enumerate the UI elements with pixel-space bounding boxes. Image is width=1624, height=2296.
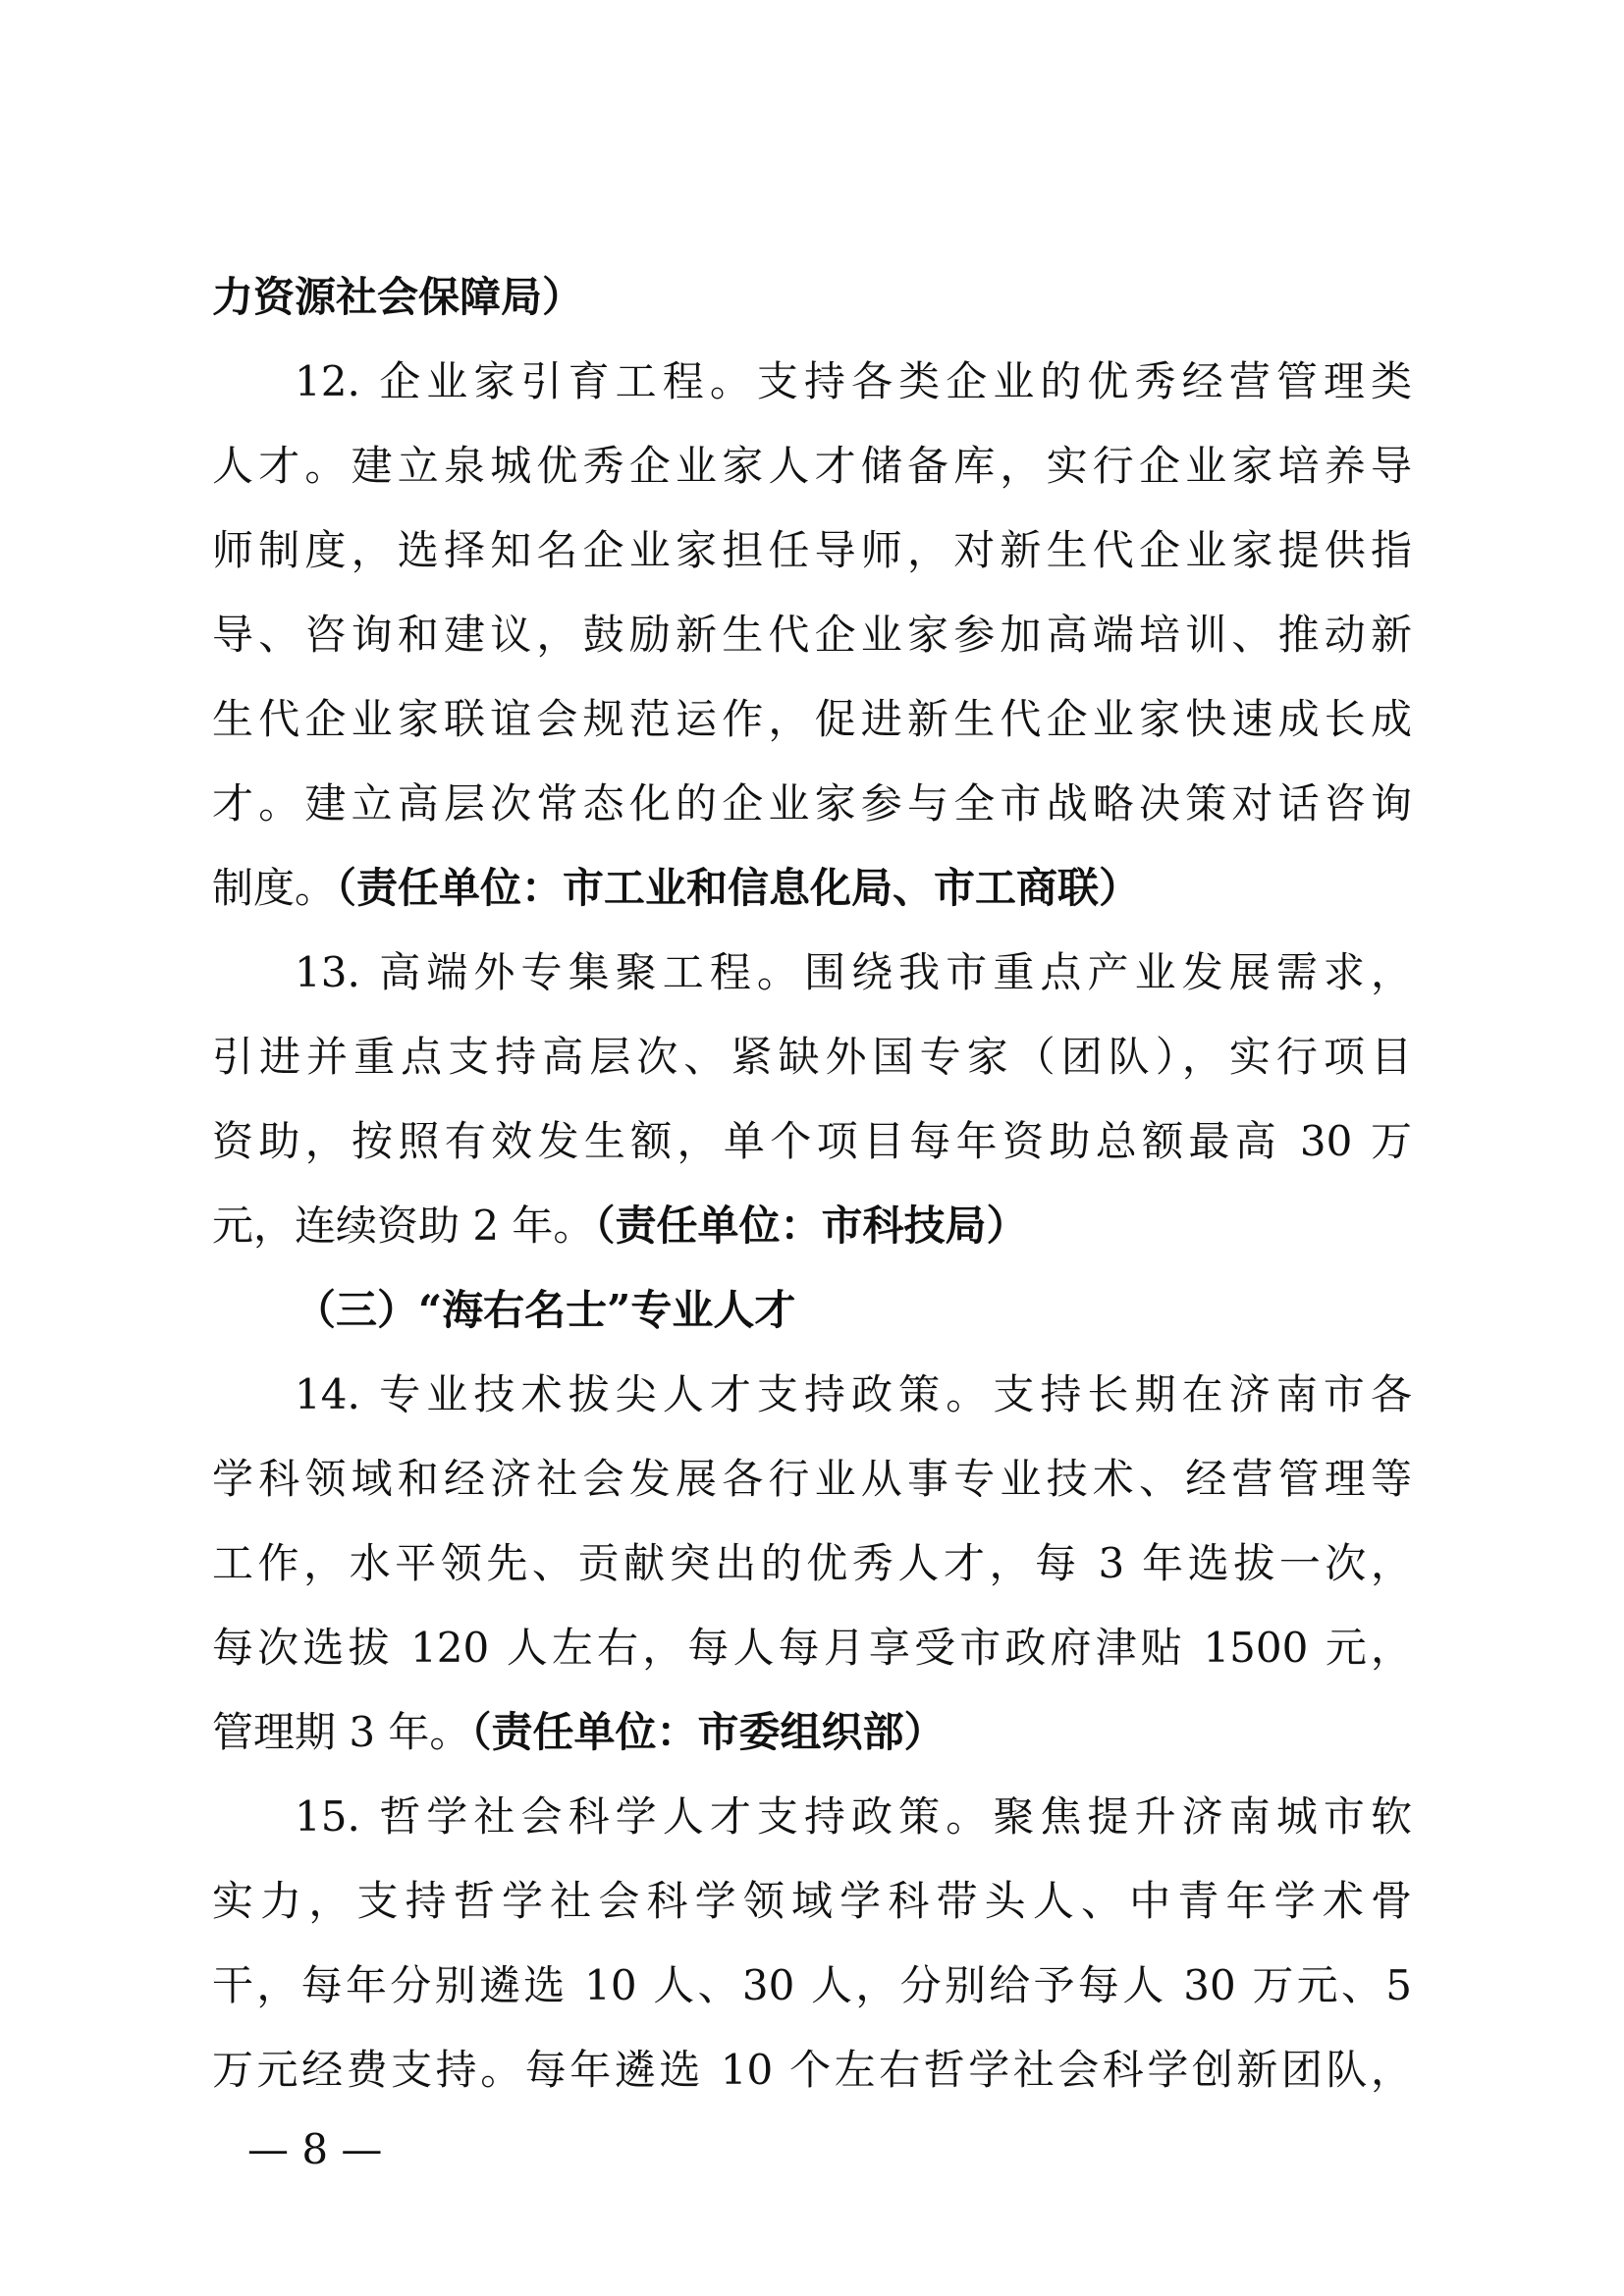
responsible-unit: （责任单位：市委组织部） — [470, 1708, 946, 1756]
paragraph-line-14: 14. 专业技术拔尖人才支持政策。支持长期在济南市各 — [295, 1370, 1412, 1418]
paragraph-line-2: 12. 企业家引育工程。支持各类企业的优秀经营管理类 — [295, 357, 1412, 405]
paragraph-line-6: 生代企业家联谊会规范运作，促进新生代企业家快速成长成 — [212, 695, 1412, 743]
responsible-unit: （责任单位：市工业和信息化局、市工商联） — [336, 864, 1141, 912]
paragraph-line-15: 学科领域和经济社会发展各行业从事专业技术、经营管理等 — [212, 1455, 1412, 1503]
paragraph-line-5: 导、咨询和建议，鼓励新生代企业家参加高端培训、推动新 — [212, 611, 1412, 659]
section-heading: （三）“海右名士”专业人才 — [295, 1286, 796, 1334]
paragraph-line-8: 制度。（责任单位：市工业和信息化局、市工商联） — [212, 864, 1141, 912]
paragraph-line-1: 力资源社会保障局） — [212, 273, 584, 321]
page-number: — 8 — — [247, 2125, 383, 2173]
paragraph-line-19: 15. 哲学社会科学人才支持政策。聚焦提升济南城市软 — [295, 1792, 1412, 1841]
paragraph-line-11: 资助，按照有效发生额，单个项目每年资助总额最高 30 万 — [212, 1117, 1412, 1165]
paragraph-line-7: 才。建立高层次常态化的企业家参与全市战略决策对话咨询 — [212, 779, 1412, 828]
responsible-unit: （责任单位：市科技局） — [594, 1201, 1028, 1250]
paragraph-line-9: 13. 高端外专集聚工程。围绕我市重点产业发展需求， — [295, 948, 1412, 996]
paragraph-line-18: 管理期 3 年。（责任单位：市委组织部） — [212, 1708, 946, 1756]
paragraph-line-10: 引进并重点支持高层次、紧缺外国专家（团队），实行项目 — [212, 1033, 1412, 1081]
paragraph-line-3: 人才。建立泉城优秀企业家人才储备库，实行企业家培养导 — [212, 442, 1412, 490]
paragraph-line-20: 实力，支持哲学社会科学领域学科带头人、中青年学术骨 — [212, 1877, 1412, 1925]
paragraph-line-4: 师制度，选择知名企业家担任导师，对新生代企业家提供指 — [212, 526, 1412, 574]
paragraph-line-21: 干，每年分别遴选 10 人、30 人，分别给予每人 30 万元、5 — [212, 1961, 1412, 2009]
paragraph-line-22: 万元经费支持。每年遴选 10 个左右哲学社会科学创新团队， — [212, 2046, 1412, 2094]
paragraph-line-17: 每次选拔 120 人左右，每人每月享受市政府津贴 1500 元， — [212, 1624, 1412, 1672]
paragraph-line-16: 工作，水平领先、贡献突出的优秀人才，每 3 年选拔一次， — [212, 1539, 1412, 1587]
paragraph-line-12: 元，连续资助 2 年。（责任单位：市科技局） — [212, 1201, 1028, 1250]
